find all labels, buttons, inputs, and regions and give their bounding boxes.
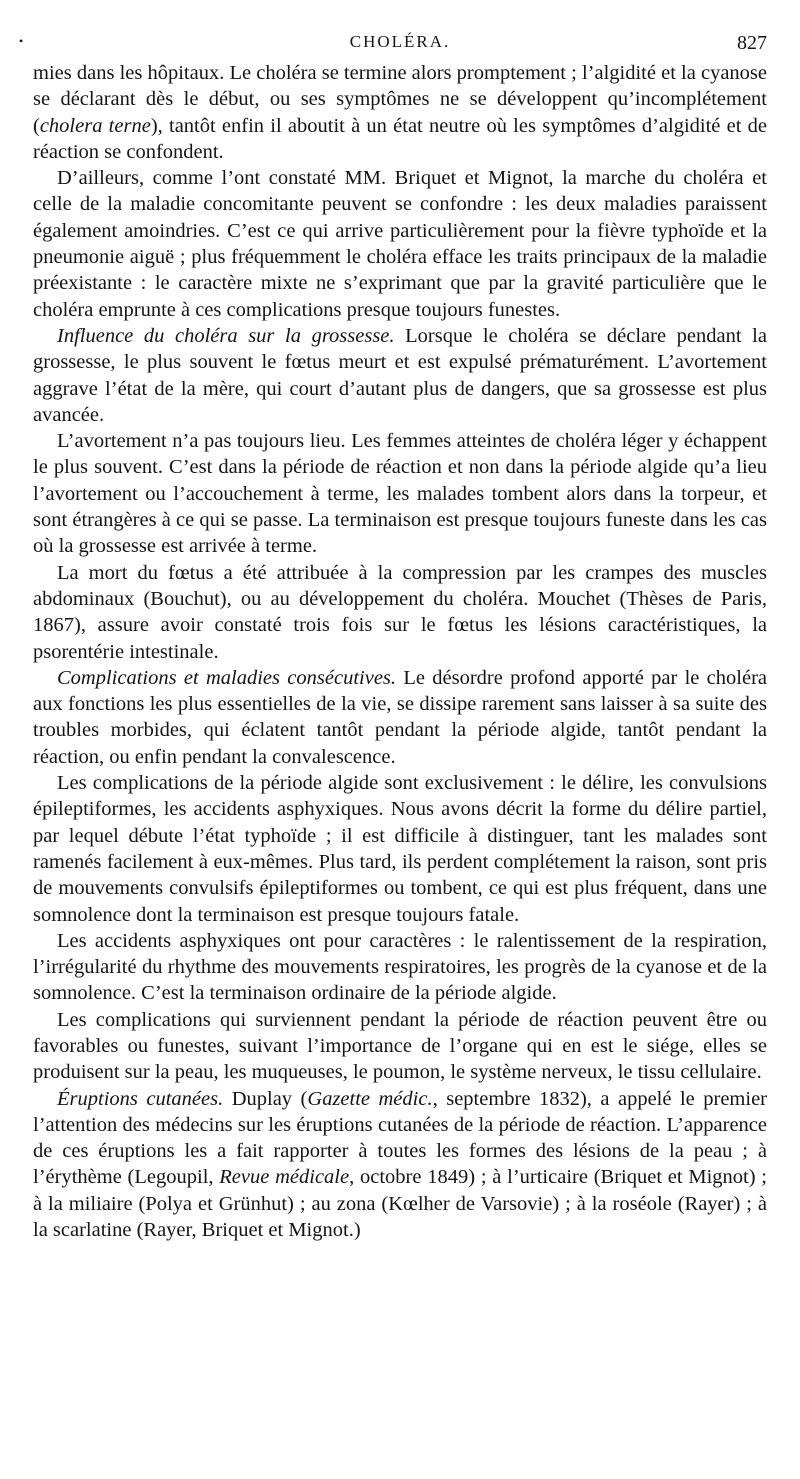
text-run: Les complications qui surviennent pendant la période de réaction peuvent être ou favorables ou funestes, suivant l’importance de l’organe qui en est le siége, elles se produisent sur la peau, les muqueuses, le poumon, le système nerveux, le tissu cellulaire. [33,1008,767,1084]
header-bullet: • [19,34,26,48]
italic-text: Gazette médic. [307,1087,433,1110]
text-run: Les accidents asphyxiques ont pour caractères : le ralentissement de la respiration, l’irrégularité du rhythme des mouvements respiratoires, les progrès de la cyanose et de la somnolence. C’est la terminaison ordinaire de la période algide. [33,929,767,1005]
italic-text: Éruptions cutanées. [57,1087,224,1110]
text-run: L’avortement n’a pas toujours lieu. Les femmes atteintes de choléra léger y échappent le plus souvent. C’est dans la période de réaction et non dans la période algide qu’a lieu l’avortement ou l’accouchement à terme, les malades tombent alors dans la torpeur, et sont étrangères à ce qui se passe. La terminaison est presque toujours funeste dans les cas où la grossesse est arrivée à terme. [33,430,767,558]
paragraph [33,560,767,665]
text-run: , octobre 1849) ; à l’urticaire (Briquet et Mignot) ; à la miliaire (Polya et Grünhut) ; au zona (Kœlher de Varsovie) ; à la roséole (Rayer) ; à la scarlatine (Rayer, Briquet et Mignot.) [33,1166,767,1242]
italic-text: cholera terne [39,114,151,137]
text-run: mies dans les hôpitaux. Le choléra se termine alors promptement ; l’algidité et la cyanose se déclarant dès le début, ou ses symptômes ne se développent qu’incomplétement ( [33,62,767,137]
paragraph [33,60,767,165]
text-run: ), tantôt enfin il aboutit à un état neutre où les symptômes d’algidité et de réaction se confondent. [33,114,767,163]
paragraph [33,428,767,559]
text-run: Les complications de la période algide sont exclusivement : le délire, les convulsions épileptiformes, les accidents asphyxiques. Nous avons décrit la forme du délire partiel, par lequel débute l’état typhoïde ; il est difficile à distinguer, tant les malades sont ramenés facilement à eux-mêmes. Plus tard, ils perdent complétement la raison, sont pris de mouvements convulsifs épileptiformes ou tombent, ce qui est plus fréquent, dans une somnolence dont la terminaison est presque toujours fatale. [33,772,767,926]
running-title: CHOLÉRA. [349,32,451,51]
italic-text: Influence du choléra sur la grossesse. [57,324,395,347]
running-header [19,28,767,60]
paragraph [33,1007,767,1086]
text-run: Le désordre profond apporté par le choléra aux fonctions les plus essentielles de la vie, se dissipe rarement sans laisser à sa suite des troubles morbides, qui éclatent tantôt pendant la période algide, tantôt pendant la réaction, ou enfin pendant la convalescence. [33,666,767,768]
text-run: Lorsque le choléra se déclare pendant la grossesse, le plus souvent le fœtus meurt et est expulsé prématurément. L’avortement aggrave l’état de la mère, qui court d’autant plus de dangers, que sa grossesse est plus avancée. [33,324,767,426]
book-page [19,28,768,1243]
paragraph [33,1086,767,1244]
text-run: La mort du fœtus a été attribuée à la compression par les crampes des muscles abdominaux (Bouchut), ou au développement du choléra. Mouchet (Thèses de Paris, 1867), assure avoir constaté trois fois sur le fœtus les lésions caractéristiques, la psorentérie intestinale. [33,561,767,663]
italic-text: Complications et maladies consécutives. [57,666,397,689]
paragraph [33,323,767,428]
text-run: D’ailleurs, comme l’ont constaté MM. Briquet et Mignot, la marche du choléra et celle de la maladie concomitante peuvent se confondre : les deux maladies paraissent également amoindries. C’est ce qui arrive particulièrement pour la fièvre typhoïde et la pneumonie aiguë ; plus fréquemment le choléra efface les traits principaux de la maladie préexistante : le caractère mixte ne s’exprimant que par la gravité particulière que le choléra emprunte à ces complications presque toujours funestes. [33,167,767,321]
paragraph [33,770,767,928]
text-run: , septembre 1832), a appelé le premier l’attention des médecins sur les éruptions cutanées de la période de réaction. L’apparence de ces éruptions les a fait rapporter à toutes les formes des lésions de la peau ; à l’érythème (Legoupil, [33,1087,768,1189]
page-body [33,60,767,1243]
page-number: 827 [737,32,767,54]
paragraph [33,165,767,323]
italic-text: Revue médicale [219,1166,350,1189]
paragraph [33,665,767,770]
text-run: Duplay ( [223,1087,308,1110]
paragraph [33,928,767,1007]
